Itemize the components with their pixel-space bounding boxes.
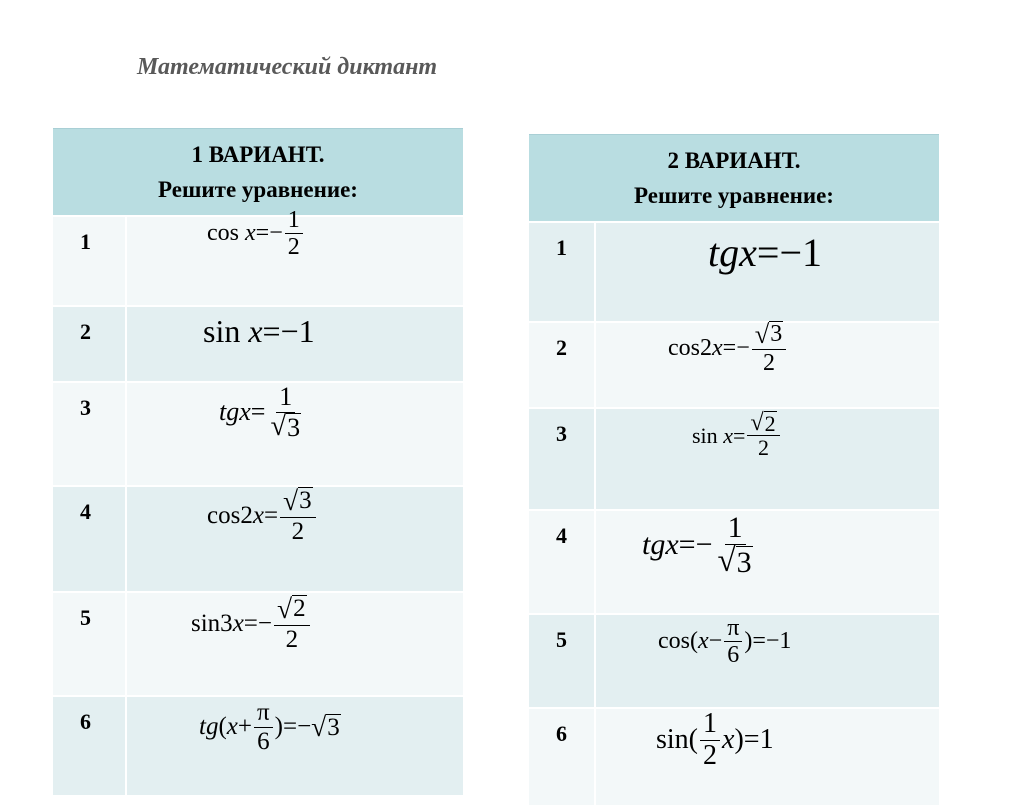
equation-v1-1 [207, 207, 305, 261]
table-row [53, 592, 463, 696]
variant-1-subheading: Решите уравнение: [158, 177, 358, 202]
equation-cell [595, 614, 939, 708]
equation-v1-4: cos2 x = √ 3 2 [207, 487, 318, 545]
table-row [529, 408, 939, 510]
page-title: Математический диктант [137, 54, 438, 80]
cos-function: cos [207, 220, 239, 247]
fraction: $\frac{\pi}{6}$ [254, 699, 273, 755]
table-row [529, 510, 939, 614]
equals-sign: = [255, 220, 270, 247]
row-number: 6 [529, 708, 595, 806]
equation-cell [595, 222, 939, 322]
equation-v1-6: tg ( x + $\frac{\pi}{6}$ ) = − √ 3 [199, 699, 340, 755]
table-row [529, 222, 939, 322]
table-row [53, 696, 463, 796]
table-row [53, 486, 463, 592]
equation-v1-2: sin x = − 1 [203, 313, 315, 349]
equation-cell [595, 408, 939, 510]
fraction: $\frac{1}{2}$ [700, 709, 720, 772]
table-row [529, 614, 939, 708]
equation-v2-6: sin( $\frac{1}{2}$ x ) = 1 [656, 708, 774, 771]
equation-v1-5: sin3 x = − √ 2 2 [191, 595, 312, 653]
fraction: 1 √ 3 [270, 382, 301, 442]
row-number: 4 [529, 510, 595, 614]
equation-v2-2: cos2 x = − √ 3 2 [668, 321, 788, 377]
equation-cell [126, 486, 463, 592]
fraction: $\frac{\pi}{6}$ [724, 615, 742, 669]
fraction: √ 3 2 [280, 487, 316, 545]
table-row [529, 708, 939, 806]
variant-1-header [53, 129, 463, 217]
row-number: 5 [529, 614, 595, 708]
variant-1-table [53, 128, 463, 797]
row-number: 2 [53, 306, 126, 382]
equation-v1-3: tg x = 1 √ 3 [219, 383, 306, 441]
row-number: 3 [529, 408, 595, 510]
fraction: 1 √ 3 [717, 511, 752, 579]
row-number: 1 [53, 216, 126, 306]
fraction: √ 2 2 [274, 595, 310, 653]
equation-cell [126, 696, 463, 796]
table-row [53, 306, 463, 382]
equation-cell [595, 510, 939, 614]
minus-sign: − [269, 220, 283, 247]
row-number: 2 [529, 322, 595, 408]
variant-2-heading: 2 ВАРИАНТ. [667, 148, 801, 173]
variant-2-table [529, 134, 939, 807]
row-number: 1 [529, 222, 595, 322]
table-row [529, 322, 939, 408]
row-number: 4 [53, 486, 126, 592]
equation-cell [126, 306, 463, 382]
equation-cell [595, 319, 939, 408]
fraction: √ 3 2 [752, 321, 786, 377]
row-number: 3 [53, 382, 126, 486]
row-number: 5 [53, 592, 126, 696]
table-row [53, 216, 463, 306]
equation-cell [126, 592, 463, 696]
variant-1-heading: 1 ВАРИАНТ. [191, 142, 325, 167]
row-number: 6 [53, 696, 126, 796]
equation-cell [126, 382, 463, 486]
fraction: $\frac{1}{2}$ [285, 207, 303, 261]
equation-cell [126, 207, 463, 306]
equation-v2-1: tg x = − 1 [708, 230, 823, 275]
equation-cell [595, 708, 939, 806]
equation-v2-3: sin x = √ 2 2 [692, 411, 782, 460]
equation-v2-5: cos( x − $\frac{\pi}{6}$ ) = − 1 [658, 615, 792, 669]
fraction: √ 2 2 [747, 411, 779, 460]
variant-2-subheading: Решите уравнение: [634, 183, 834, 208]
equation-v2-4: tg x = − 1 √ 3 [642, 511, 758, 578]
variant-2-header [529, 135, 939, 223]
var-x: x [245, 220, 256, 247]
table-row [53, 382, 463, 486]
